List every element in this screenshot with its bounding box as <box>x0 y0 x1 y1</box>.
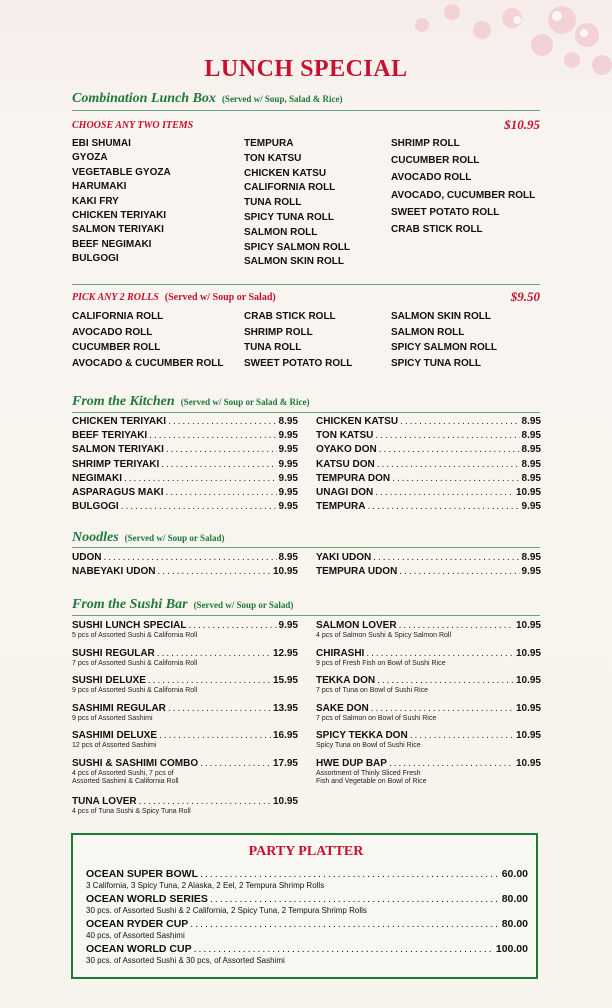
menu-item: OCEAN SUPER BOWL ..... 60.00 3 California, 3 Spicy Tuna, 2 Alaska, 2 Eel, 2 Tempura Shrimp Rolls <box>86 868 528 893</box>
item-description: 7 pcs of Salmon on Bowl of Sushi Rice <box>316 714 437 722</box>
combination-title: Combination Lunch Box (Served w/ Soup, Salad & Rice) <box>72 91 343 106</box>
menu-item: UNAGI DON ..... 10.95 <box>316 487 541 501</box>
menu-item: CHICKEN TERIYAKI <box>72 209 167 221</box>
menu-item: EBI SHUMAI <box>72 138 131 149</box>
menu-item: SWEET POTATO ROLL <box>244 357 353 369</box>
item-description: 3 California, 3 Spicy Tuna, 2 Alaska, 2 Eel, 2 Tempura Shrimp Rolls <box>86 881 325 890</box>
menu-item: BULGOGI <box>72 253 119 265</box>
combination-price: $10.95 <box>504 117 540 132</box>
item-description: 4 pcs of Tuna Sushi & Spicy Tuna Roll <box>72 807 191 815</box>
menu-item: GYOZA <box>72 152 108 164</box>
menu-item: UDON ..... 8.95 <box>72 552 298 566</box>
menu-item: SALMON ROLL <box>391 326 465 338</box>
menu-item: CHICKEN TERIYAKI ..... 8.95 <box>72 416 298 430</box>
menu-item: SUSHI DELUXE ..... 15.95 9 pcs of Assorted Sushi & California Roll <box>72 675 298 703</box>
item-description: 4 pcs of Assorted Sushi, 7 pcs of <box>72 769 174 777</box>
menu-item: SALMON TERIYAKI ..... 9.95 <box>72 444 298 458</box>
menu-item: SASHIMI DELUXE ..... 16.95 12 pcs of Assorted Sashimi <box>72 730 298 758</box>
item-description: 7 pcs of Tuna on Bowl of Sushi Rice <box>316 687 429 694</box>
menu-item: SHRIMP ROLL <box>391 138 460 149</box>
menu-item: TEMPURA ..... 9.95 <box>316 501 541 515</box>
divider <box>72 547 540 548</box>
menu-item: SUSHI & SASHIMI COMBO ..... 17.95 4 pcs of Assorted Sushi, 7 pcs of Assorted Sashimi & California Roll <box>72 758 298 796</box>
item-description: 40 pcs, of Assorted Sashimi <box>86 931 185 940</box>
rolls-price: $9.50 <box>510 289 540 304</box>
combination-col1 <box>72 138 171 268</box>
menu-item: SALMON TERIYAKI <box>72 224 164 236</box>
menu-item: SPICY SALMON ROLL <box>244 241 350 253</box>
menu-item: OYAKO DON ..... 8.95 <box>316 444 541 458</box>
menu-item: TEMPURA DON ..... 8.95 <box>316 473 541 487</box>
menu-item: BULGOGI ..... 9.95 <box>72 501 298 515</box>
menu-item: SALMON LOVER ..... 10.95 4 pcs of Salmon Sushi & Spicy Salmon Roll <box>316 620 541 648</box>
menu-item: SALMON SKIN ROLL <box>391 311 491 322</box>
menu-item: SUSHI REGULAR ..... 12.95 7 pcs of Assorted Sushi & California Roll <box>72 648 298 676</box>
menu-item: SALMON ROLL <box>244 226 318 238</box>
item-description: Fish and Vegetable on Bowl of Rice <box>316 778 427 785</box>
kitchen-title: From the Kitchen (Served w/ Soup or Salad & Rice) <box>72 394 310 409</box>
menu-item: NABEYAKI UDON ..... 10.95 <box>72 566 298 580</box>
menu-item: SPICY TUNA ROLL <box>391 357 482 369</box>
menu-item: OCEAN WORLD SERIES ..... 80.00 30 pcs. of Assorted Sushi & 2 California, 2 Spicy Tuna, 2 Tempura Shrimp Rolls <box>86 893 528 918</box>
menu-item: CUCUMBER ROLL <box>391 155 480 167</box>
menu-item: OCEAN WORLD CUP ..... 100.00 30 pcs. of Assorted Sushi & 30 pcs, of Assorted Sashimi <box>86 943 528 968</box>
menu-item: CRAB STICK ROLL <box>391 223 483 235</box>
page-title: LUNCH SPECIAL <box>204 56 408 82</box>
rolls-col1 <box>72 311 223 373</box>
divider <box>72 412 540 413</box>
combination-col2 <box>244 138 350 271</box>
divider <box>72 110 540 111</box>
menu-item: AVOCADO ROLL <box>391 172 472 184</box>
menu-item: SHRIMP ROLL <box>244 326 313 338</box>
item-description: 30 pcs. of Assorted Sushi & 2 California, 2 Spicy Tuna, 2 Tempura Shrimp Rolls <box>86 906 367 915</box>
menu-item: SAKE DON ..... 10.95 7 pcs of Salmon on Bowl of Sushi Rice <box>316 703 541 731</box>
noodles-note: (Served w/ Soup or Salad) <box>124 533 225 543</box>
menu-item: CALIFORNIA ROLL <box>244 182 336 194</box>
item-description: Assorted Sashimi & California Roll <box>72 778 179 785</box>
rolls-subheading: PICK ANY 2 ROLLS (Served w/ Soup or Salad) <box>72 292 276 303</box>
item-description: Spicy Tuna on Bowl of Sushi Rice <box>316 742 421 749</box>
menu-item: CRAB STICK ROLL <box>244 311 336 322</box>
noodles-left-list <box>72 552 298 580</box>
menu-item: SASHIMI REGULAR ..... 13.95 9 pcs of Assorted Sashimi <box>72 703 298 731</box>
menu-item: YAKI UDON ..... 8.95 <box>316 552 541 566</box>
menu-item: CALIFORNIA ROLL <box>72 311 164 322</box>
menu-item: ASPARAGUS MAKI ..... 9.95 <box>72 487 298 501</box>
party-title: PARTY PLATTER <box>248 844 364 859</box>
kitchen-right-list <box>316 416 541 515</box>
menu-item: CHICKEN KATSU ..... 8.95 <box>316 416 541 430</box>
sushi-title: From the Sushi Bar (Served w/ Soup or Salad) <box>72 597 294 612</box>
party-list <box>86 868 528 968</box>
rolls-note: (Served w/ Soup or Salad) <box>164 292 276 303</box>
menu-item: TON KATSU <box>244 152 302 164</box>
item-description: 9 pcs of Assorted Sashimi <box>72 714 153 722</box>
menu-item: NEGIMAKI ..... 9.95 <box>72 473 298 487</box>
rolls-col2 <box>244 311 352 373</box>
sushi-left-list <box>72 620 298 823</box>
menu-item: TUNA ROLL <box>244 197 302 209</box>
menu-item: SHRIMP TERIYAKI ..... 9.95 <box>72 459 298 473</box>
menu-item: OCEAN RYDER CUP ..... 80.00 40 pcs, of Assorted Sashimi <box>86 918 528 943</box>
item-description: 7 pcs of Assorted Sushi & California Roll <box>72 659 198 667</box>
menu-item: HARUMAKI <box>72 181 127 193</box>
menu-item: TON KATSU ..... 8.95 <box>316 430 541 444</box>
menu-item: KAKI FRY <box>72 195 119 207</box>
menu-item: SALMON SKIN ROLL <box>244 256 344 268</box>
menu-item: CHIRASHI ..... 10.95 9 pcs of Fresh Fish on Bowl of Sushi Rice <box>316 648 541 676</box>
item-description: 5 pcs of Assorted Sushi & California Roll <box>72 632 198 639</box>
combination-col3 <box>391 138 535 241</box>
menu-item: SWEET POTATO ROLL <box>391 206 500 218</box>
item-description: 4 pcs of Salmon Sushi & Spicy Salmon Roll <box>316 632 452 639</box>
menu-item: TUNA ROLL <box>244 342 302 354</box>
item-description: 9 pcs of Fresh Fish on Bowl of Sushi Rice <box>316 659 446 667</box>
menu-item: HWE DUP BAP ..... 10.95 Assortment of Thinly Sliced Fresh Fish and Vegetable on Bowl of Rice <box>316 758 541 796</box>
menu-item: TEKKA DON ..... 10.95 7 pcs of Tuna on Bowl of Sushi Rice <box>316 675 541 703</box>
item-description: Assortment of Thinly Sliced Fresh <box>316 769 421 777</box>
menu-item: AVOCADO, CUCUMBER ROLL <box>391 189 536 201</box>
sushi-right-list <box>316 620 541 796</box>
menu-item: SUSHI LUNCH SPECIAL ..... 9.95 5 pcs of Assorted Sushi & California Roll <box>72 620 298 648</box>
menu-item: SPICY TEKKA DON ..... 10.95 Spicy Tuna on Bowl of Sushi Rice <box>316 730 541 758</box>
menu-item: SPICY TUNA ROLL <box>244 211 335 223</box>
menu-item: CUCUMBER ROLL <box>72 342 161 354</box>
divider <box>72 284 540 285</box>
menu-item: KATSU DON ..... 8.95 <box>316 459 541 473</box>
sushi-note: (Served w/ Soup or Salad) <box>193 600 294 610</box>
divider <box>72 615 540 616</box>
menu-item: TEMPURA UDON ..... 9.95 <box>316 566 541 580</box>
menu-item: SPICY SALMON ROLL <box>391 342 497 354</box>
noodles-title: Noodles (Served w/ Soup or Salad) <box>72 530 225 545</box>
menu-item: CHICKEN KATSU <box>244 167 327 179</box>
item-description: 12 pcs of Assorted Sashimi <box>72 742 157 749</box>
kitchen-note: (Served w/ Soup or Salad & Rice) <box>180 397 310 407</box>
menu-item: TEMPURA <box>244 138 294 149</box>
item-description: 30 pcs. of Assorted Sushi & 30 pcs, of Assorted Sashimi <box>86 956 285 965</box>
item-description: 9 pcs of Assorted Sushi & California Roll <box>72 687 198 694</box>
menu-item: TUNA LOVER ..... 10.95 4 pcs of Tuna Sushi & Spicy Tuna Roll <box>72 796 298 824</box>
combination-subheading: CHOOSE ANY TWO ITEMS <box>72 120 194 131</box>
menu-item: AVOCADO ROLL <box>72 326 153 338</box>
menu-item: AVOCADO & CUCUMBER ROLL <box>72 357 224 369</box>
kitchen-left-list <box>72 416 298 515</box>
rolls-col3 <box>391 311 497 373</box>
menu-item: BEEF NEGIMAKI <box>72 238 152 250</box>
menu-item: VEGETABLE GYOZA <box>72 166 171 178</box>
noodles-right-list <box>316 552 541 580</box>
menu-item: BEEF TERIYAKI ..... 9.95 <box>72 430 298 444</box>
combination-note: (Served w/ Soup, Salad & Rice) <box>221 94 343 104</box>
